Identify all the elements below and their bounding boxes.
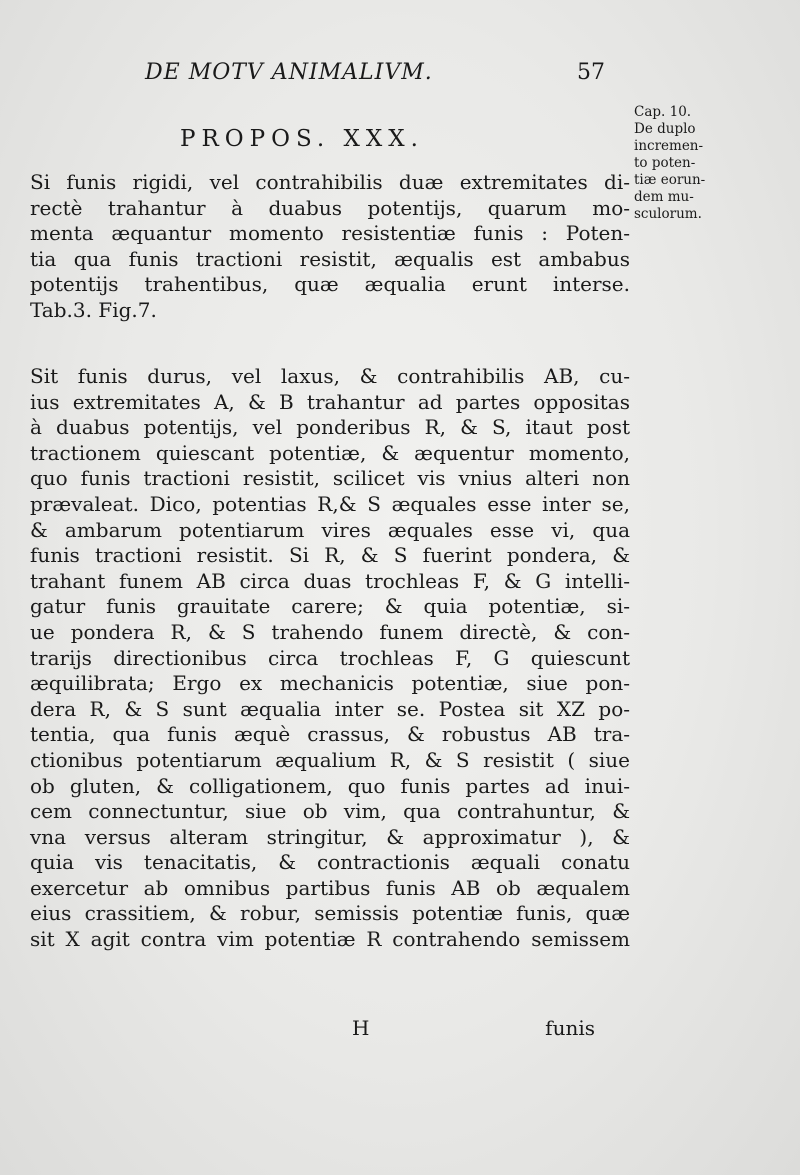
proposition-statement bbox=[30, 170, 630, 324]
text-line: æquilibrata; Ergo ex mechanicis potentiæ, siue pon- bbox=[30, 671, 630, 696]
margin-note-line: De duplo bbox=[634, 121, 696, 137]
margin-note bbox=[634, 104, 734, 223]
margin-note-line: dem mu- bbox=[634, 189, 694, 205]
figure-reference: Tab.3. Fig.7. bbox=[30, 297, 157, 322]
margin-note-line: tiæ eorun- bbox=[634, 172, 706, 188]
text-line: tentia, qua funis æquè crassus, & robustus AB tra- bbox=[30, 722, 630, 747]
margin-note-line: sculorum. bbox=[634, 206, 702, 222]
text-line: & ambarum potentiarum vires æquales esse vi, qua bbox=[30, 517, 630, 542]
text-line: ob gluten, & colligationem, quo funis partes ad inui- bbox=[30, 773, 630, 798]
catchword: funis bbox=[545, 1016, 595, 1040]
text-line: quia vis tenacitatis, & contractionis æquali conatu bbox=[30, 850, 630, 875]
margin-note-line: incremen- bbox=[634, 138, 704, 154]
text-line: tia qua funis tractioni resistit, æqualis est ambabus bbox=[30, 246, 630, 271]
text-line: vna versus alteram stringitur, & approximatur ), & bbox=[30, 824, 630, 849]
running-head: DE MOTV ANIMALIVM. bbox=[145, 60, 433, 85]
text-line: exercetur ab omnibus partibus funis AB ob æqualem bbox=[30, 875, 630, 900]
text-line: sit X agit contra vim potentiæ R contrahendo semissem bbox=[30, 927, 630, 952]
text-line: eius crassitiem, & robur, semissis potentiæ funis, quæ bbox=[30, 901, 630, 926]
text-line: rectè trahantur à duabus potentijs, quarum mo- bbox=[30, 195, 630, 220]
margin-note-line: to poten- bbox=[634, 155, 696, 171]
text-line: tractionem quiescant potentiæ, & æquentur momento, bbox=[30, 440, 630, 465]
text-line: funis tractioni resistit. Si R, & S fuerint pondera, & bbox=[30, 543, 630, 568]
text-line: ue pondera R, & S trahendo funem directè, & con- bbox=[30, 619, 630, 644]
proposition-heading: PROPOS. XXX. bbox=[180, 126, 424, 152]
margin-note-line: Cap. 10. bbox=[634, 104, 692, 120]
proof-paragraph bbox=[30, 364, 630, 953]
page-header bbox=[145, 60, 605, 90]
text-line: à duabus potentijs, vel ponderibus R, & S, itaut post bbox=[30, 415, 630, 440]
text-line: dera R, & S sunt æqualia inter se. Postea sit XZ po- bbox=[30, 696, 630, 721]
text-line: trahant funem AB circa duas trochleas F, & G intelli- bbox=[30, 568, 630, 593]
text-line: menta æquantur momento resistentiæ funis : Poten- bbox=[30, 221, 630, 246]
text-line: prævaleat. Dico, potentias R,& S æquales esse inter se, bbox=[30, 491, 630, 516]
text-line: cem connectuntur, siue ob vim, qua contrahuntur, & bbox=[30, 799, 630, 824]
signature-mark: H bbox=[352, 1016, 370, 1040]
text-line: ctionibus potentiarum æqualium R, & S resistit ( siue bbox=[30, 747, 630, 772]
text-line: potentijs trahentibus, quæ æqualia erunt interse. bbox=[30, 272, 630, 297]
text-line: Si funis rigidi, vel contrahibilis duæ extremitates di- bbox=[30, 170, 630, 194]
page-footer bbox=[30, 1016, 595, 1042]
text-line: gatur funis grauitate carere; & quia potentiæ, si- bbox=[30, 594, 630, 619]
page-number: 57 bbox=[577, 60, 605, 85]
text-line: ius extremitates A, & B trahantur ad partes oppositas bbox=[30, 389, 630, 414]
text-line: trarijs directionibus circa trochleas F, G quiescunt bbox=[30, 645, 630, 670]
text-line: Sit funis durus, vel laxus, & contrahibilis AB, cu- bbox=[30, 364, 630, 388]
text-line: quo funis tractioni resistit, scilicet vis vnius alteri non bbox=[30, 466, 630, 491]
